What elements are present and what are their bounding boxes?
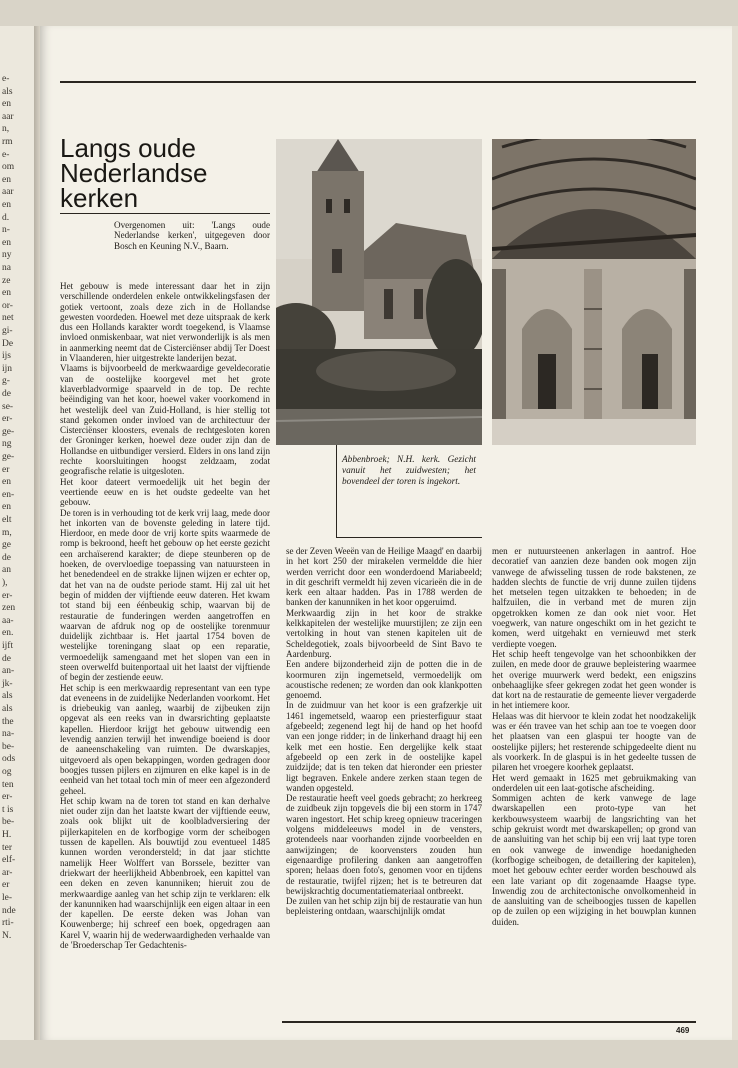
previous-page-fragment: en [2, 288, 11, 299]
previous-page-fragment: aa- [2, 615, 14, 626]
paragraph: Een andere bijzonderheid zijn de potten die in de koormuren zijn ingemetseld, vermoedelijk om acoustische redenen; ze worden dan ook klankpotten genoemd. [286, 659, 482, 701]
title-rule [60, 213, 270, 214]
title-line: Langs oude [60, 133, 196, 163]
previous-page-fragment: en. [2, 628, 14, 639]
paragraph: Merkwaardig zijn in het koor de strakke kelkkapitelen der westelijke muurstijlen; ze zijn een vertolking in hout van stenen kapitelen uit de Scheldegotiek, zoals bijvoorbeeld de Sint Bavo te Aardenburg. [286, 607, 482, 659]
previous-page-fragment: an [2, 565, 11, 576]
previous-page-fragment: en [2, 200, 11, 210]
previous-page-fragment: er [2, 464, 10, 475]
paragraph: Het koor dateert vermoedelijk uit het begin der veertiende eeuw en is het oudste gedeelte van het gebouw. [60, 476, 270, 508]
previous-page-fragment: og [2, 767, 12, 777]
photo-caption: Abbenbroek; N.H. kerk. Gezicht vanuit het zuidwesten; het bovendeel der toren is ingekort. [342, 455, 476, 487]
previous-page-fragment: en [2, 237, 11, 248]
top-rule [60, 81, 696, 83]
previous-page-fragment: ge [2, 540, 11, 551]
church-interior-photo [492, 139, 696, 445]
previous-page-fragment: en [2, 477, 11, 488]
previous-page-fragment: ijn [2, 363, 13, 374]
previous-page-strip [0, 26, 35, 1040]
previous-page-fragment: le- [2, 893, 13, 903]
previous-page-fragment: als [2, 86, 13, 97]
previous-page-fragment: ter [2, 842, 13, 853]
paragraph: Helaas was dit hiervoor te klein zodat het noodzakelijk was er één travee van het schip aan toe te voegen door het plaatsen van een glaspui ter hoogte van de oostelijke pijlers; het resterende schipgedeelte dient nu als voorkerk. In de glaspui is in het gedeelte tussen de pilaren het vroegere koorhek geplaatst. [492, 710, 696, 773]
source-note: Overgenomen uit: 'Langs oude Nederlandse kerken', uitgegeven door Bosch en Keuning N.V., Baarn. [114, 220, 270, 251]
previous-page-fragment: be- [2, 817, 15, 828]
scan-border-top [0, 0, 738, 26]
previous-page-fragment: er- [2, 414, 13, 425]
text-column-3 [492, 546, 696, 1018]
previous-page-fragment: t is [2, 804, 14, 815]
title-line: Nederlandse [60, 158, 208, 188]
previous-page-fragment: ze [2, 275, 11, 286]
paragraph: se der Zeven Weeën van de Heilige Maagd' en daarbij in het kort 250 der mirakelen vermeldde die hier werden verricht door een wonderdoend Mariabeeld; in dit geschrift vermeldt hij zeven vicarieën die in de kerk een altaar hadden. Pas in 1788 werden de banken der kanunniken in het koor opgeruimd. [286, 546, 482, 608]
previous-page-fragment: aar [2, 187, 14, 198]
previous-page-fragment: e- [2, 74, 10, 84]
previous-page-fragment: ), [2, 578, 8, 588]
article-title [60, 133, 270, 213]
previous-page-fragment: H. [2, 830, 12, 840]
text-column-2 [286, 546, 482, 1018]
paragraph: In de zuidmuur van het koor is een grafzerkje uit 1461 ingemetseld, waarop een priesterfiguur staat afgebeeld; zegenend legt hij de hand op het hoofd van een jonge ridder; in de linkerhand draagt hij een kelk met een hostie. Een dergelijke kelk staat afgebeeld op een zerk in de oostelijke kapel zuidzijde; dat is ten teken dat hieronder een priester ligt begraven. Enkele andere zerken staan tegen de wanden opgesteld. [286, 700, 482, 793]
previous-page-fragment: n- [2, 225, 10, 236]
previous-page-fragment: ny [2, 250, 12, 261]
paragraph: Sommigen achten de kerk vanwege de lage dwarskapellen een proto-type van het kerkbouwsysteem waarbij de langsrichting van het schip gekruist wordt met dwarskapellen; op grond van de aansluiting van het schip bij een vrij laat type toren en ook vanwege de inwendige hoedanigheden (korfbogige scheibogen, de detaillering der kapitelen), moet het gebouw echter eerder worden beschouwd als een late variant op dit zogenaamde Haagse type. Inwendig zou de architectonische onvolkomenheid in de aansluiting van de scheiboogjes tussen de kapellen op de zuilen op een wijziging in het bouwplan kunnen duiden. [492, 793, 696, 927]
previous-page-fragment: d. [2, 212, 10, 223]
previous-page-fragment: ods [2, 754, 16, 765]
paragraph: Het schip heeft tengevolge van het schoonbikken der zuilen, en mede door de grauwe bepleistering waarmee het overige muurwerk werd bedekt, een enigszins onbehaaglijke sfeer gekregen zodat het geen wonder is dat kort na de restauratie de gemeente liever vergaderde in het intiemere koor. [492, 648, 696, 711]
previous-page-fragment: rti- [2, 918, 14, 929]
previous-page-fragment: rm [2, 137, 13, 147]
previous-page-fragment: m, [2, 527, 12, 538]
previous-page-fragment: ng [2, 439, 12, 450]
previous-page-fragment: De [2, 338, 14, 349]
previous-page-fragment: the [2, 716, 14, 727]
previous-page-fragment: elf- [2, 855, 16, 866]
paragraph: Het schip is een merkwaardig representant van een type dat eveneens in de zuidelijke Nederlanden voorkomt. Het is driebeukig van aanleg, waarbij de zijbeuken zijn opgevat als een reeks van in dwarsrichting geplaatste kapellen. Hierdoor krijgt het gebouw uitwendig een levendig aanzien terwijl het inwendige boeiend is door de aaneenschakeling van ruimten. De dwarskapjes, uitgevoerd als open bekappingen, worden gedragen door boogjes tussen pijlers en zijmuren en elke kapel is in de eenheid van het totaal toch min of meer een afgezonderd geheel. [60, 682, 270, 796]
previous-page-fragment: ijft [2, 641, 14, 651]
previous-page-fragment: na [2, 263, 11, 273]
previous-page-fragment: ijs [2, 351, 11, 362]
previous-page-fragment: de [2, 552, 11, 563]
previous-page-fragment: elt [2, 515, 12, 525]
previous-page-fragment: aar [2, 111, 14, 122]
previous-page-fragment: jk- [2, 678, 13, 689]
church-exterior-photo [276, 139, 482, 445]
previous-page-fragment: de [2, 389, 11, 399]
previous-page-fragment: gi- [2, 326, 13, 336]
previous-page-fragment: e- [2, 149, 10, 160]
paragraph: Het gebouw is mede interessant daar het in zijn verschillende onderdelen enkele ontwikkelingsfasen der gotiek vertoont, zoals deze zich in de Hollandse gewesten voordeden. Hoewel met deze uitspraak de kerk dus een Hollands karakter wordt toegekend, is Vlaamse invloed onmiskenbaar, wat niet verwonderlijk is als men in aanmerking neemt dat de Cisterciënser abdij Ter Doest in Vlaanderen, hier uitgestrekte landerijen bezat. [60, 281, 270, 364]
previous-page-fragment: n, [2, 124, 10, 135]
paragraph: De toren is in verhouding tot de kerk vrij laag, mede door het inkorten van de bovenste geleding in latere tijd. Hierdoor, en mede door de vrij korte spits waarmede de romp is bekroond, heeft het gebouw op het eerste gezicht een archaïserend karakter; de diepe steunberen op de hoeken, de overvloedige toepassing van natuursteen in het benedendeel en de strakke lijnen wijzen er echter op, dat het van na de oudste periode stamt. Hij zal uit het begin of midden der vijftiende eeuw dateren. Het kwam tot stand bij een éénbeukig schip, waarvan bij de restauratie de funderingen werden aangetroffen en waarvan de afdruk nog op de oostelijke torenmuur duidelijk zichtbaar is. Het jaartal 1754 boven de westelijke toreningang slaat op een reparatie, vermoedelijk samengaand met het slopen van een in steen overwelfd buitenportaal uit het laatst der vijftiende of begin der zestiende eeuw. [60, 507, 270, 683]
previous-page-fragment: er [2, 880, 10, 891]
previous-page-fragment: er- [2, 792, 13, 803]
previous-page-fragment: ge- [2, 426, 15, 437]
paragraph: De restauratie heeft veel goeds gebracht; zo herkreeg de zuidbeuk zijn topgevels die bij een storm in 1747 waren ingestort. Het schip kreeg opnieuw traceringen volgens middeleeuws model in de vensters, grotendeels naar voorhanden zijnde voorbeelden en aanwijzingen; de koorvensters zouden hun eigenaardige profilering danken aan aangetroffen sporen; helaas doen foto's, genomen voor en tijdens de restauratie, twijfel rijzen; het is te betreuren dat bewijskrachtig documentatiemateriaal ontbreekt. [286, 793, 482, 896]
previous-page-fragment: g- [2, 376, 10, 387]
paragraph: men er nutuursteenen ankerlagen in aantrof. Hoe decoratief van aanzien deze banden ook mogen zijn vanwege de afwisseling tussen de rode bakstenen, ze hadden slechts de functie de vrij dunne zuilen tijdens het metselen tegen uitzakken te behoeden; in de halfzuilen, die in verband met de muren zijn opgetrokken komen ze dan ook niet voor. Het voegwerk, van nature ongeschikt om in het gezicht te komen, werd uitgehakt en vernieuwd met sterk verdiepte voegen. [492, 546, 696, 649]
paragraph: Vlaams is bijvoorbeeld de merkwaardige geveldecoratie van de oostelijke koorgevel met het grote klaverbladvormige spaarveld in de top. De rechte beëindiging van het koor, hoewel vaker voorkomend in het westelijk deel van Zuid-Holland, is hier stellig tot stand gekomen onder invloed van de architectuur der Cisterciënser kloosters, evenals de rechtgesloten koren der Groninger kerken, hoewel deze ouder zijn dan de Hollandse en uitbundiger versierd. Elders in ons land zijn rechte koorsluitingen hoogst zeldzaam, zodat geografische relatie is uitgesloten. [60, 363, 270, 477]
previous-page-fragment: en- [2, 489, 15, 500]
previous-page-fragment: se- [2, 401, 14, 412]
previous-page-fragment: er- [2, 590, 13, 601]
previous-page-fragment: net [2, 313, 14, 324]
previous-page-fragment: an- [2, 666, 15, 677]
previous-page-fragment: or- [2, 300, 13, 311]
previous-page-fragment: en [2, 502, 11, 513]
page-number: 469 [676, 1026, 690, 1035]
previous-page-fragment: zen [2, 603, 16, 614]
paragraph: Het werd gemaakt in 1625 met gebruikmaking van onderdelen uit een laat-gotische afscheiding. [492, 772, 696, 793]
previous-page-fragment: nde [2, 905, 16, 916]
previous-page-fragment: en [2, 174, 11, 185]
paragraph: De zuilen van het schip zijn bij de restauratie van hun bepleistering ontdaan, waarschijnlijk omdat [286, 896, 482, 917]
text-column-1 [60, 281, 270, 1009]
previous-page-fragment: ten [2, 779, 14, 790]
scan-border-bottom [0, 1040, 738, 1068]
previous-page-fragment: om [2, 162, 15, 173]
paragraph: Het schip kwam na de toren tot stand en kan derhalve niet ouder zijn dan het laatste kwart der vijftiende eeuw, zoals ook blijkt uit de koolbladversiering der pijlerkapitelen en de korfbogige vorm der scheibogen tussen de kapellen. Als bouwtijd zou eventueel 1485 kunnen worden verondersteld; in dat jaar stichtte namelijk Heer Wolffert van Borssele, bezitter van driekwart der heerlijkheid Abbenbroek, een kapittel van een deken en zeven kanunniken; hieruit zou de merkwaardige aanleg van het schip zijn te verklaren: elk der kanunniken had waarschijnlijk een eigen altaar in een der kapellen. De eerste deken was Johan van Kouwenberge; hij schreef een boek, opgedragen aan Karel V, waarin hij de wederwaardigheden verhaalde van de 'Broederschap Ter Gedachtenis- [60, 795, 270, 950]
previous-page-fragment: en [2, 99, 11, 110]
previous-page-fragment: ar- [2, 867, 13, 878]
bottom-rule [282, 1021, 696, 1023]
previous-page-fragment: be- [2, 741, 15, 752]
previous-page-fragment: N. [2, 930, 12, 941]
previous-page-fragment: na- [2, 729, 15, 740]
previous-page-fragment: als [2, 704, 13, 714]
previous-page-fragment: de [2, 653, 11, 664]
previous-page-fragment: als [2, 691, 13, 702]
previous-page-fragment: ge- [2, 452, 15, 462]
title-line: kerken [60, 183, 139, 213]
